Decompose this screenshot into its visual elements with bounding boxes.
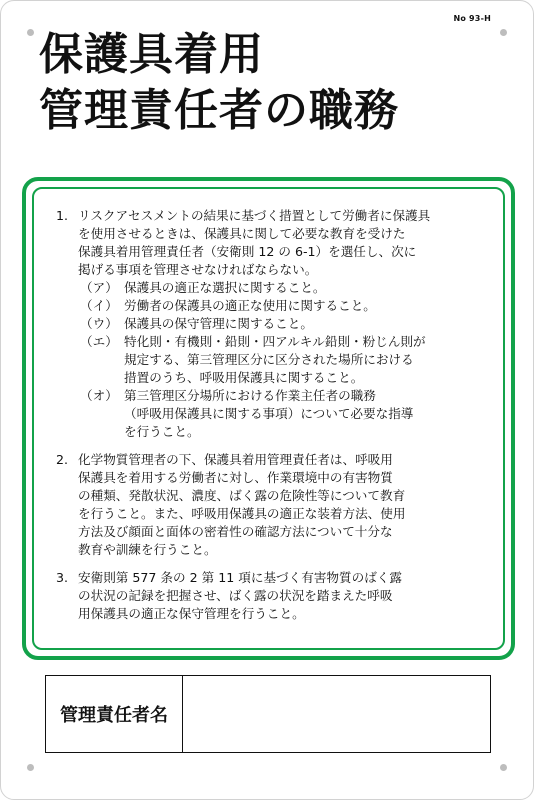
duty-text-line: 方法及び顔面と面体の密着性の確認方法について十分な (78, 524, 393, 539)
duty-body (78, 207, 493, 441)
subitem-text-line: 保護具の保守管理に関すること。 (124, 316, 313, 331)
subitem-mark: （エ） (80, 334, 118, 349)
subitem-body (124, 333, 493, 387)
duty-number: 2. (56, 452, 69, 467)
duty-text-line: 安衛則第 577 条の 2 第 11 項に基づく有害物質のばく露 (78, 570, 402, 585)
duty-text-line: を行うこと。また、呼吸用保護具の適正な装着方法、使用 (78, 506, 406, 521)
subitem-text-line: 措置のうち、呼吸用保護具に関すること。 (124, 370, 364, 385)
duty-item (56, 451, 493, 559)
duty-item (56, 207, 493, 441)
duty-number: 3. (56, 570, 69, 585)
subitem-text-line: を行うこと。 (124, 424, 200, 439)
duty-subitems (78, 279, 493, 441)
manager-name-label: 管理責任者名 (46, 676, 183, 752)
subitem-body (124, 297, 493, 315)
subitem-mark: （ア） (80, 280, 118, 295)
sign-title (39, 27, 399, 139)
duties-inner-frame (32, 187, 505, 650)
duty-text-line: 用保護具の適正な保守管理を行うこと。 (78, 606, 305, 621)
duty-text-line: リスクアセスメントの結果に基づく措置として労働者に保護具 (78, 208, 431, 223)
duty-text-line: 掲げる事項を管理させなければならない。 (78, 262, 318, 277)
subitem-text-line: 第三管理区分場所における作業主任者の職務 (124, 388, 376, 403)
mounting-hole (500, 764, 507, 771)
title-line: 管理責任者の職務 (39, 85, 399, 136)
duty-body (78, 569, 493, 623)
subitem-mark: （イ） (80, 298, 118, 313)
duty-subitem (78, 279, 493, 297)
subitem-body (124, 279, 493, 297)
subitem-text-line: （呼吸用保護具に関する事項）について必要な指導 (124, 406, 414, 421)
title-line: 保護具着用 (39, 29, 264, 80)
manager-name-field[interactable] (183, 676, 490, 752)
duty-subitem (78, 315, 493, 333)
subitem-mark: （ウ） (80, 316, 118, 331)
manager-name-table (45, 675, 491, 753)
duty-text-line: 保護具着用管理責任者（安衛則 12 の 6-1）を選任し、次に (78, 244, 417, 259)
duty-text-line: の種類、発散状況、濃度、ばく露の危険性等について教育 (78, 488, 406, 503)
duty-text-line: 教育や訓練を行うこと。 (78, 542, 217, 557)
duty-text-line: の状況の記録を把握させ、ばく露の状況を踏まえた呼吸 (78, 588, 393, 603)
subitem-text-line: 規定する、第三管理区分に区分された場所における (124, 352, 414, 367)
mounting-hole (27, 764, 34, 771)
subitem-text-line: 特化則・有機則・鉛則・四アルキル鉛則・粉じん則が (124, 334, 426, 349)
duties-list (56, 207, 493, 633)
duty-body (78, 451, 493, 559)
subitem-body (124, 387, 493, 441)
duty-text-line: 保護具を着用する労働者に対し、作業環境中の有害物質 (78, 470, 393, 485)
duties-frame (22, 177, 515, 660)
subitem-body (124, 315, 493, 333)
subitem-text-line: 労働者の保護具の適正な使用に関すること。 (124, 298, 376, 313)
duty-subitem (78, 333, 493, 387)
duty-subitem (78, 297, 493, 315)
duty-item (56, 569, 493, 623)
duty-text-line: を使用させるときは、保護具に関して必要な教育を受けた (78, 226, 406, 241)
subitem-mark: （オ） (80, 388, 118, 403)
duty-number: 1. (56, 208, 69, 223)
duty-text-line: 化学物質管理者の下、保護具着用管理責任者は、呼吸用 (78, 452, 393, 467)
mounting-hole (27, 29, 34, 36)
subitem-text-line: 保護具の適正な選択に関すること。 (124, 280, 326, 295)
product-code: No 93-H (453, 14, 491, 23)
duty-subitem (78, 387, 493, 441)
mounting-hole (500, 29, 507, 36)
